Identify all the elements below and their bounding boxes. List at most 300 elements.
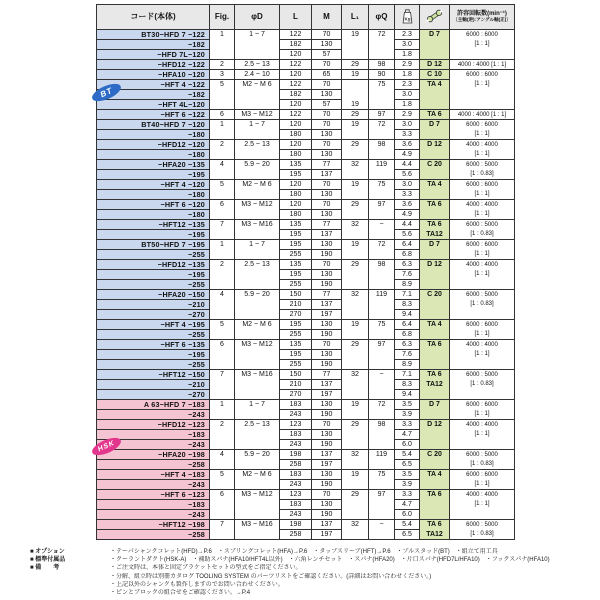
cell-tool (419, 39, 449, 49)
cell-rpm: 6000 : 5000 (449, 519, 514, 529)
cell-fig: 4 (209, 289, 234, 299)
table-row (97, 359, 514, 369)
table-row (97, 169, 514, 179)
header-tool (419, 5, 449, 29)
footnote-line (30, 573, 578, 581)
cell-m: 137 (311, 449, 341, 459)
cell-kg: 4.4 (394, 219, 419, 229)
cell-tool (419, 349, 449, 359)
cell-m: 197 (311, 309, 341, 319)
cell-m: 137 (311, 519, 341, 529)
cell-d (234, 89, 279, 99)
cell-fig: 4 (209, 159, 234, 169)
cell-q (368, 209, 394, 219)
wrench-icon (425, 8, 444, 26)
cell-tool: D 12 (419, 59, 449, 69)
cell-m: 70 (311, 179, 341, 189)
cell-tool (419, 189, 449, 199)
cell-code: A 63−HFD 7 −183 (97, 399, 209, 409)
cell-d: M2 ~ M 6 (234, 469, 279, 479)
cell-l1: 29 (341, 109, 368, 119)
cell-q: 119 (368, 289, 394, 299)
cell-kg: 3.5 (394, 399, 419, 409)
cell-l1 (341, 129, 368, 139)
cell-fig: 7 (209, 219, 234, 229)
cell-l1: 29 (341, 199, 368, 209)
cell-d: M2 ~ M 6 (234, 319, 279, 329)
cell-q: 119 (368, 449, 394, 459)
cell-fig: 6 (209, 109, 234, 119)
rpm-header-line1: 許容回転数(min⁻¹) (457, 11, 507, 18)
cell-d: M3 ~ M12 (234, 109, 279, 119)
cell-m: 70 (311, 29, 341, 39)
cell-d: M3 ~ M16 (234, 369, 279, 379)
cell-l: 195 (279, 169, 311, 179)
cell-rpm (449, 279, 514, 289)
cell-m: 137 (311, 169, 341, 179)
cell-m: 77 (311, 289, 341, 299)
cell-q: 98 (368, 139, 394, 149)
cell-tool (419, 149, 449, 159)
table-row (97, 349, 514, 359)
cell-l: 180 (279, 129, 311, 139)
cell-code: −258 (97, 459, 209, 469)
spec-table (96, 4, 515, 540)
cell-code: −HFA10 −120 (97, 69, 209, 79)
cell-l: 180 (279, 189, 311, 199)
cell-code: −180 (97, 209, 209, 219)
cell-fig (209, 189, 234, 199)
cell-kg: 5.4 (394, 519, 419, 529)
footnote-text: ・クーラントダクト(HSK-A) ・補助スパナ(HFA10/HFT4L以外) ・六角レンチセット ・スパナ(HFA20) ・片口スパナ(HFD7L/HFA10) ・フックスパナ(HFA10) (110, 557, 550, 564)
cell-fig (209, 379, 234, 389)
cell-l1 (341, 379, 368, 389)
cell-rpm: [1 : 0.83] (449, 299, 514, 309)
cell-l: 135 (279, 339, 311, 349)
cell-d: 2.4 ~ 10 (234, 69, 279, 79)
cell-rpm: 4000 : 4000 (449, 259, 514, 269)
cell-q: 97 (368, 339, 394, 349)
cell-kg: 3.5 (394, 469, 419, 479)
cell-d (234, 39, 279, 49)
cell-tool (419, 99, 449, 109)
cell-kg: 3.3 (394, 489, 419, 499)
cell-kg: 3.3 (394, 419, 419, 429)
cell-q (368, 509, 394, 519)
cell-rpm: 6000 : 6000 (449, 69, 514, 79)
cell-fig (209, 269, 234, 279)
cell-fig: 5 (209, 469, 234, 479)
cell-code: −180 (97, 129, 209, 139)
cell-fig: 6 (209, 339, 234, 349)
cell-kg: 4.9 (394, 209, 419, 219)
cell-kg: 4.4 (394, 159, 419, 169)
table-row (97, 309, 514, 319)
table-row (97, 399, 514, 409)
cell-kg: 3.0 (394, 89, 419, 99)
footnote-text: ・ご注文時は、本体と固定ブラケットセットの型式をご指定ください。 (110, 565, 302, 572)
cell-q: 75 (368, 179, 394, 189)
cell-code: BT50−HFD 7 −195 (97, 239, 209, 249)
table-row (97, 219, 514, 229)
cell-fig (209, 409, 234, 419)
cell-d (234, 479, 279, 489)
cell-kg: 7.6 (394, 269, 419, 279)
cell-d (234, 309, 279, 319)
table-row (97, 449, 514, 459)
cell-d: M3 ~ M16 (234, 219, 279, 229)
cell-l1: 19 (341, 469, 368, 479)
cell-m: 137 (311, 379, 341, 389)
cell-fig: 1 (209, 119, 234, 129)
cell-tool: D 7 (419, 399, 449, 409)
cell-q: − (368, 219, 394, 229)
cell-m: 130 (311, 499, 341, 509)
cell-kg: 1.8 (394, 99, 419, 109)
table-row (97, 379, 514, 389)
cell-code: −195 (97, 169, 209, 179)
cell-m: 70 (311, 339, 341, 349)
cell-l1: 29 (341, 489, 368, 499)
footnote-line (30, 556, 578, 564)
cell-l: 258 (279, 529, 311, 539)
cell-l: 255 (279, 279, 311, 289)
cell-code: −243 (97, 479, 209, 489)
cell-rpm (449, 509, 514, 519)
cell-q: 119 (368, 159, 394, 169)
cell-l: 183 (279, 399, 311, 409)
cell-l: 210 (279, 379, 311, 389)
cell-rpm (449, 309, 514, 319)
table-row (97, 299, 514, 309)
cell-q (368, 169, 394, 179)
cell-d: 5.9 ~ 20 (234, 289, 279, 299)
cell-rpm: 4000 : 4000 (449, 199, 514, 209)
cell-d: M3 ~ M12 (234, 489, 279, 499)
cell-code: −182 (97, 89, 209, 99)
cell-kg: 6.4 (394, 319, 419, 329)
cell-m: 77 (311, 369, 341, 379)
cell-fig (209, 99, 234, 109)
cell-fig (209, 129, 234, 139)
cell-l1: 29 (341, 259, 368, 269)
cell-kg: 4.7 (394, 499, 419, 509)
cell-q (368, 359, 394, 369)
cell-rpm: 6000 : 5000 (449, 219, 514, 229)
cell-kg: 3.0 (394, 39, 419, 49)
cell-rpm: 6000 : 5000 (449, 449, 514, 459)
table-row (97, 529, 514, 539)
cell-q: 97 (368, 489, 394, 499)
cell-rpm: [1 : 0.83] (449, 529, 514, 539)
cell-m: 137 (311, 229, 341, 239)
cell-l: 198 (279, 519, 311, 529)
cell-l1 (341, 389, 368, 399)
cell-rpm: 4000 : 4000 [1 : 1] (449, 109, 514, 119)
cell-m: 130 (311, 399, 341, 409)
cell-d: M2 ~ M 6 (234, 79, 279, 89)
cell-l: 195 (279, 349, 311, 359)
cell-m: 70 (311, 419, 341, 429)
cell-kg: 3.9 (394, 409, 419, 419)
table-row (97, 29, 514, 39)
cell-m: 130 (311, 269, 341, 279)
cell-m: 197 (311, 389, 341, 399)
cell-m: 190 (311, 249, 341, 259)
cell-q (368, 99, 394, 109)
cell-m: 130 (311, 319, 341, 329)
cell-l: 120 (279, 119, 311, 129)
cell-q (368, 129, 394, 139)
cell-l1 (341, 439, 368, 449)
cell-kg: 6.5 (394, 529, 419, 539)
cell-l1 (341, 409, 368, 419)
table-row (97, 69, 514, 79)
cell-code: −195 (97, 229, 209, 239)
cell-l1: 19 (341, 99, 368, 109)
table-row (97, 439, 514, 449)
cell-tool (419, 89, 449, 99)
cell-q: 72 (368, 239, 394, 249)
cell-fig (209, 429, 234, 439)
cell-code: −183 (97, 429, 209, 439)
cell-m: 190 (311, 479, 341, 489)
cell-tool (419, 389, 449, 399)
cell-kg: 4.7 (394, 429, 419, 439)
cell-rpm: [1 : 0.83] (449, 229, 514, 239)
cell-l: 150 (279, 369, 311, 379)
cell-d (234, 209, 279, 219)
cell-kg: 1.8 (394, 49, 419, 59)
cell-code: −270 (97, 309, 209, 319)
cell-l: 122 (279, 109, 311, 119)
cell-l1 (341, 49, 368, 59)
cell-l1: 19 (341, 399, 368, 409)
cell-d: 2.5 ~ 13 (234, 139, 279, 149)
cell-code: −HFA20 −135 (97, 159, 209, 169)
cell-tool (419, 479, 449, 489)
cell-tool: C 20 (419, 159, 449, 169)
cell-tool: D 7 (419, 29, 449, 39)
cell-code: BT30−HFD 7 −122 (97, 29, 209, 39)
cell-l: 183 (279, 469, 311, 479)
cell-q: − (368, 369, 394, 379)
cell-q (368, 329, 394, 339)
table-row (97, 259, 514, 269)
rpm-header-line2: 〔主軸(逆):アングル軸(正)〕 (453, 17, 511, 23)
cell-rpm: [1 : 1] (449, 429, 514, 439)
cell-kg: 7.6 (394, 349, 419, 359)
cell-tool (419, 299, 449, 309)
cell-d (234, 429, 279, 439)
cell-fig: 7 (209, 369, 234, 379)
cell-rpm: [1 : 0.83] (449, 169, 514, 179)
cell-tool: TA 6 (419, 519, 449, 529)
cell-m: 65 (311, 69, 341, 79)
cell-l1: 32 (341, 219, 368, 229)
cell-d (234, 439, 279, 449)
cell-fig (209, 509, 234, 519)
cell-m: 137 (311, 299, 341, 309)
cell-kg: 8.9 (394, 279, 419, 289)
cell-fig (209, 309, 234, 319)
cell-l1: 19 (341, 239, 368, 249)
cell-d (234, 49, 279, 59)
cell-tool: TA 6 (419, 489, 449, 499)
cell-rpm: 6000 : 6000 (449, 119, 514, 129)
table-row (97, 79, 514, 89)
cell-m: 57 (311, 99, 341, 109)
cell-d (234, 169, 279, 179)
cell-q: 98 (368, 259, 394, 269)
cell-l1 (341, 149, 368, 159)
cell-l: 135 (279, 259, 311, 269)
cell-fig: 5 (209, 319, 234, 329)
table-row (97, 249, 514, 259)
cell-l1 (341, 509, 368, 519)
cell-m: 70 (311, 59, 341, 69)
cell-l1: 19 (341, 319, 368, 329)
cell-fig (209, 49, 234, 59)
cell-fig: 6 (209, 199, 234, 209)
footnote-text: ・上記以外のシャンクも製作しますのでお問い合わせください。 (110, 581, 284, 588)
cell-l1 (341, 79, 368, 89)
cell-kg: 6.0 (394, 509, 419, 519)
cell-tool (419, 129, 449, 139)
cell-m: 197 (311, 529, 341, 539)
cell-q: 72 (368, 29, 394, 39)
cell-rpm: [1 : 1] (449, 209, 514, 219)
cell-fig: 6 (209, 489, 234, 499)
cell-tool (419, 359, 449, 369)
cell-q (368, 49, 394, 59)
cell-fig: 3 (209, 69, 234, 79)
cell-l: 135 (279, 219, 311, 229)
cell-q: 72 (368, 399, 394, 409)
cell-code: −HFT 4 −195 (97, 319, 209, 329)
cell-fig (209, 529, 234, 539)
cell-fig: 1 (209, 239, 234, 249)
cell-d: 1 ~ 7 (234, 29, 279, 39)
cell-q (368, 349, 394, 359)
bt-shank-badge: BT (90, 80, 124, 104)
cell-tool (419, 269, 449, 279)
cell-tool (419, 279, 449, 289)
cell-l: 195 (279, 269, 311, 279)
cell-rpm: 4000 : 4000 (449, 419, 514, 429)
cell-code: −255 (97, 279, 209, 289)
cell-rpm (449, 49, 514, 59)
cell-l1 (341, 429, 368, 439)
table-row (97, 239, 514, 249)
footnote-label (30, 589, 110, 597)
cell-kg: 8.3 (394, 299, 419, 309)
cell-l: 258 (279, 459, 311, 469)
cell-kg: 6.3 (394, 259, 419, 269)
cell-code: −255 (97, 329, 209, 339)
cell-code: −HFT 4 −120 (97, 179, 209, 189)
cell-rpm: 6000 : 5000 (449, 369, 514, 379)
cell-code: −HFD 7L−120 (97, 49, 209, 59)
cell-kg: 8.3 (394, 379, 419, 389)
footnote-label: ■ 備 考 (30, 565, 60, 572)
cell-tool: TA 4 (419, 319, 449, 329)
cell-code: −HFT12 −135 (97, 219, 209, 229)
cell-code: −182 (97, 39, 209, 49)
cell-fig: 7 (209, 519, 234, 529)
cell-tool: TA 6 (419, 109, 449, 119)
footnotes (30, 548, 578, 597)
cell-code: −180 (97, 149, 209, 159)
cell-tool (419, 209, 449, 219)
cell-rpm (449, 359, 514, 369)
cell-d: M2 ~ M 6 (234, 179, 279, 189)
cell-d (234, 409, 279, 419)
cell-m: 130 (311, 129, 341, 139)
cell-rpm: 6000 : 6000 (449, 239, 514, 249)
cell-rpm: 6000 : 6000 (449, 399, 514, 409)
cell-m: 70 (311, 139, 341, 149)
cell-tool (419, 309, 449, 319)
table-row (97, 209, 514, 219)
cell-fig (209, 329, 234, 339)
cell-fig: 4 (209, 449, 234, 459)
cell-l1: 19 (341, 69, 368, 79)
cell-m: 70 (311, 259, 341, 269)
cell-fig: 2 (209, 59, 234, 69)
table-row (97, 389, 514, 399)
cell-kg: 3.9 (394, 479, 419, 489)
header-m: M (311, 5, 341, 29)
cell-l1 (341, 229, 368, 239)
cell-l: 120 (279, 49, 311, 59)
table-row (97, 39, 514, 49)
cell-l1 (341, 89, 368, 99)
table-row (97, 459, 514, 469)
cell-l1 (341, 499, 368, 509)
cell-l: 120 (279, 99, 311, 109)
cell-d (234, 379, 279, 389)
cell-l: 123 (279, 419, 311, 429)
cell-d (234, 459, 279, 469)
cell-l: 120 (279, 199, 311, 209)
cell-rpm: [1 : 1] (449, 499, 514, 509)
cell-d: 5.9 ~ 20 (234, 449, 279, 459)
cell-fig (209, 89, 234, 99)
cell-code: −183 (97, 499, 209, 509)
footnote-line (30, 589, 578, 597)
table-row (97, 109, 514, 119)
header-code: コード(本体) (130, 12, 176, 21)
table-row (97, 329, 514, 339)
cell-d (234, 359, 279, 369)
cell-l: 198 (279, 449, 311, 459)
cell-q: 98 (368, 59, 394, 69)
cell-code: −HFT12 −198 (97, 519, 209, 529)
cell-kg: 3.0 (394, 179, 419, 189)
cell-fig: 1 (209, 29, 234, 39)
cell-q (368, 499, 394, 509)
cell-rpm: [1 : 0.83] (449, 379, 514, 389)
cell-kg: 4.9 (394, 149, 419, 159)
cell-q (368, 389, 394, 399)
weight-kg-icon (401, 9, 414, 26)
cell-q (368, 229, 394, 239)
cell-rpm: [1 : 1] (449, 149, 514, 159)
cell-rpm: [1 : 1] (449, 269, 514, 279)
cell-l1 (341, 349, 368, 359)
cell-tool (419, 439, 449, 449)
